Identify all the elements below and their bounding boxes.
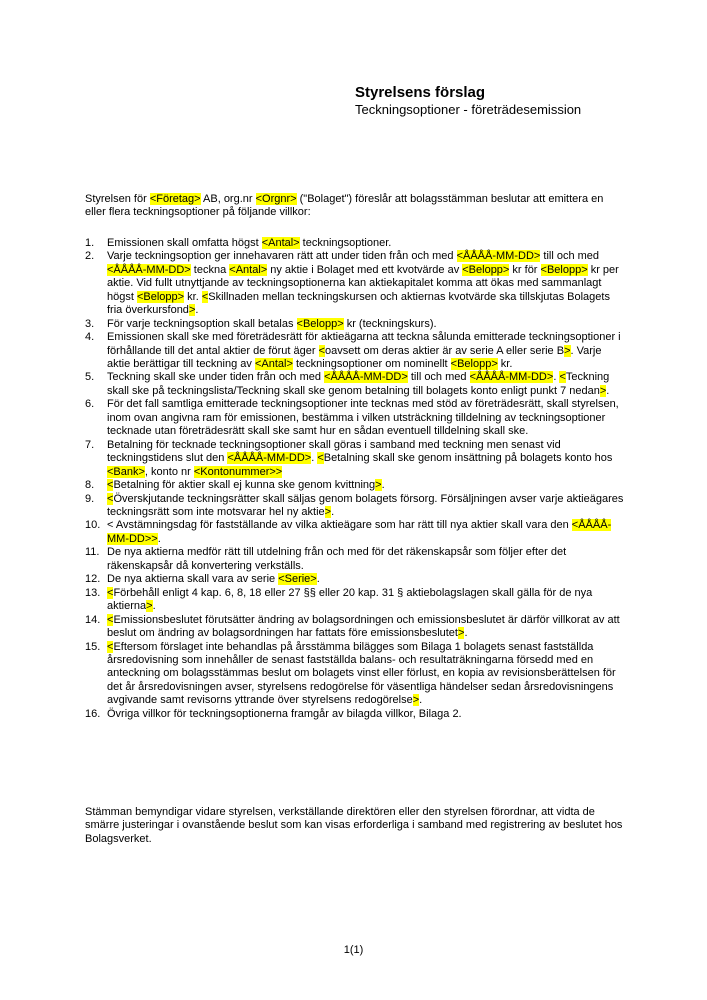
list-item-text bbox=[107, 439, 624, 479]
text-run: till och med bbox=[407, 371, 470, 384]
list-item-text bbox=[107, 573, 624, 586]
list-item bbox=[85, 519, 624, 546]
text-run: De nya aktierna skall vara av serie bbox=[107, 573, 279, 586]
placeholder-highlight: <Antal> bbox=[254, 357, 293, 370]
placeholder-highlight: <ÅÅÅÅ-MM-DD> bbox=[456, 250, 541, 263]
list-item-number: 13. bbox=[85, 586, 101, 599]
list-item-text bbox=[107, 587, 624, 614]
text-run: Överskjutande teckningsrätter skall säljas genom bolagets försorg. Försäljningen avser varje aktieägares teckningsrätt som inte motsvarar hel ny aktie bbox=[107, 492, 624, 518]
placeholder-highlight: <Bank> bbox=[107, 465, 145, 478]
list-item bbox=[85, 250, 624, 317]
placeholder-highlight: > bbox=[146, 600, 153, 613]
list-item-text bbox=[107, 479, 624, 492]
text-run: . bbox=[152, 600, 156, 613]
placeholder-highlight: <ÅÅÅÅ-MM-DD>> bbox=[107, 519, 612, 545]
list-item-text bbox=[107, 371, 624, 398]
terms-list bbox=[85, 237, 624, 721]
document-body bbox=[85, 193, 624, 721]
placeholder-highlight: <Belopp> bbox=[540, 263, 588, 276]
list-item bbox=[85, 479, 624, 492]
text-run: ("Bolaget") föreslår att bolagsstämman beslutar att emittera en eller flera teckningsoptioner på följande villkor: bbox=[85, 193, 604, 219]
text-run: teckningsoptioner. bbox=[299, 236, 392, 249]
placeholder-highlight: > bbox=[412, 694, 420, 707]
document-subtitle: Teckningsoptioner - företrädesemission bbox=[355, 102, 582, 117]
list-item-number: 8. bbox=[85, 479, 95, 492]
placeholder-highlight: <ÅÅÅÅ-MM-DD> bbox=[469, 371, 554, 384]
list-item-number: 15. bbox=[85, 640, 101, 653]
text-run: . bbox=[381, 479, 385, 492]
text-run: För varje teckningsoption skall betalas bbox=[107, 317, 297, 330]
placeholder-highlight: <Belopp> bbox=[136, 290, 185, 303]
list-item-text bbox=[107, 318, 624, 331]
text-run: . bbox=[316, 573, 320, 586]
list-item-number: 16. bbox=[85, 707, 101, 720]
list-item-number: 9. bbox=[85, 492, 95, 505]
list-item bbox=[85, 708, 624, 721]
text-run: . bbox=[311, 452, 318, 465]
text-run: AB, org.nr bbox=[200, 193, 256, 205]
text-run: För det fall samtliga emitterade teckningsoptioner inte tecknas med stöd av företrädesrätt, skall styrelsen, inom ovan angivna ram för emissionen, bestämma i vilken utsträckning tilldelning av teckningsoptioner tecknade utan företrädesrätt skall ske samt hur en sådan eventuell tilldelning skall ske. bbox=[107, 398, 619, 438]
list-item bbox=[85, 331, 624, 371]
list-item-number: 12. bbox=[85, 573, 101, 586]
intro-paragraph bbox=[85, 193, 624, 220]
page-number: 1(1) bbox=[343, 944, 364, 956]
text-run: . bbox=[419, 694, 423, 707]
placeholder-highlight: > bbox=[324, 505, 332, 518]
list-item bbox=[85, 493, 624, 520]
text-run: Emissionsbeslutet förutsätter ändring av bolagsordningen och emissionsbeslutet är därför villkorat av att beslut om ändring av bolagsordningen har fattats före emissionsbeslutet bbox=[107, 613, 620, 640]
placeholder-highlight: <Belopp> bbox=[462, 263, 510, 276]
placeholder-highlight: <ÅÅÅÅ-MM-DD> bbox=[227, 452, 312, 465]
text-run: . bbox=[195, 304, 199, 317]
list-item-number: 10. bbox=[85, 519, 101, 532]
list-item-number: 4. bbox=[85, 331, 95, 344]
list-item-number: 2. bbox=[85, 250, 95, 263]
text-run: teckna bbox=[190, 263, 230, 276]
text-run: Emissionen skall ske med företrädesrätt för aktieägarna att teckna sålunda emitterade teckningsoptioner i förhållande till det antal aktier de förut äger bbox=[107, 331, 621, 357]
text-run: Övriga villkor för teckningsoptionerna framgår av bilagda villkor, Bilaga 2. bbox=[107, 707, 462, 720]
list-item-text bbox=[107, 398, 624, 438]
text-run: Betalning skall ske genom insättning på bolagets konto hos bbox=[323, 452, 613, 465]
list-item bbox=[85, 439, 624, 479]
text-run: . bbox=[464, 627, 468, 640]
list-item-text bbox=[107, 493, 624, 520]
text-run: , konto nr bbox=[144, 465, 194, 478]
text-run: ny aktie i Bolaget med ett kvotvärde av bbox=[267, 263, 463, 276]
placeholder-highlight: < bbox=[318, 344, 326, 357]
list-item bbox=[85, 371, 624, 398]
text-run: . Varje aktie berättigar till teckning av bbox=[107, 344, 602, 370]
list-item-number: 6. bbox=[85, 398, 95, 411]
list-item-number: 5. bbox=[85, 371, 95, 384]
list-item-number: 7. bbox=[85, 438, 95, 451]
placeholder-highlight: > bbox=[458, 627, 465, 640]
list-item-text bbox=[107, 708, 624, 721]
placeholder-highlight: <ÅÅÅÅ-MM-DD> bbox=[324, 371, 408, 384]
list-item-text bbox=[107, 331, 624, 371]
text-run: . bbox=[553, 371, 560, 384]
text-run: Teckning skall ske under tiden från och med bbox=[107, 371, 325, 384]
placeholder-highlight: > bbox=[375, 479, 382, 492]
list-item-number: 1. bbox=[85, 236, 95, 249]
placeholder-highlight: < bbox=[201, 290, 209, 303]
list-item bbox=[85, 614, 624, 641]
text-run: Styrelsen för bbox=[85, 193, 150, 205]
placeholder-highlight: <Antal> bbox=[229, 263, 268, 276]
text-run: Eftersom förslaget inte behandlas på årsstämma bilägges som Bilaga 1 bolagets senast fastställda årsredovisning som innehåller de senast fastställda balans- och resultaträkningarna försedd med en anteckning om bolagsstämmas beslut om bolagets vinst eller förlust, en kopia av revisionsberättelsen för det år årsredovisningen avser, styrelsens redogörelse för väsentliga händelser sedan årsredovisningens avgivande samt revisorns yttrande över styrelsens redogörelse bbox=[107, 640, 616, 707]
placeholder-highlight: < bbox=[107, 640, 114, 653]
text-run: Emissionen skall omfatta högst bbox=[107, 236, 262, 249]
list-item-number: 11. bbox=[85, 546, 100, 559]
placeholder-highlight: <Företag> bbox=[149, 193, 201, 205]
text-run: Betalning för tecknade teckningsoptioner skall göras i samband med teckning men senast vid teckningstidens slut den bbox=[107, 438, 561, 465]
text-run: till och med bbox=[540, 250, 600, 263]
text-run: . bbox=[331, 505, 335, 518]
placeholder-highlight: < bbox=[559, 371, 566, 384]
text-run: Varje teckningsoption ger innehavaren rätt att under tiden från och med bbox=[107, 250, 457, 263]
text-run: < Avstämningsdag för fastställande av vilka aktieägare som har rätt till nya aktier skall vara den bbox=[107, 519, 572, 532]
placeholder-highlight: > bbox=[564, 344, 571, 357]
list-item bbox=[85, 641, 624, 708]
placeholder-highlight: < bbox=[107, 586, 114, 599]
list-item-text bbox=[107, 614, 624, 641]
text-run: teckningsoptioner om nominellt bbox=[292, 357, 451, 370]
placeholder-highlight: > bbox=[188, 304, 196, 317]
text-run: oavsett om deras aktier är av serie A eller serie B bbox=[325, 344, 565, 357]
list-item-text bbox=[107, 519, 624, 546]
text-run: Teckning skall ske på teckningslista/Teckning skall ske genom betalning till bolagets konto enligt punkt 7 nedan bbox=[107, 371, 610, 397]
text-run: kr. bbox=[497, 357, 513, 370]
text-run: kr per aktie. Vid fullt utnyttjande av teckningsoptionerna kan aktiekapitalet komma att ökas med sammanlagt högst bbox=[107, 263, 619, 303]
placeholder-highlight: <Antal> bbox=[261, 236, 300, 249]
closing-paragraph: Stämman bemyndigar vidare styrelsen, verkställande direktören eller den styrelsen förordnar, att vidta de smärre justeringar i ovanstående beslut som kan visas erforderliga i samband med registrering av beslutet hos Bolagsverket. bbox=[85, 806, 623, 845]
text-run: Skillnaden mellan teckningskursen och aktiernas kvotvärde ska tillskjutas Bolagets fria överkursfond bbox=[107, 290, 610, 317]
list-item bbox=[85, 546, 624, 573]
placeholder-highlight: < bbox=[107, 479, 114, 492]
document-header bbox=[355, 84, 685, 118]
text-run: . bbox=[606, 384, 610, 397]
placeholder-highlight: < bbox=[317, 452, 324, 465]
text-run: . bbox=[157, 532, 161, 545]
list-item-text bbox=[107, 546, 624, 573]
list-item bbox=[85, 318, 624, 331]
list-item bbox=[85, 237, 624, 250]
placeholder-highlight: < bbox=[107, 492, 114, 505]
list-item bbox=[85, 398, 624, 438]
text-run: kr (teckningskurs). bbox=[343, 317, 437, 330]
list-item-text bbox=[107, 237, 624, 250]
text-run: Förbehåll enligt 4 kap. 6, 8, 18 eller 27 §§ eller 20 kap. 31 § aktiebolagslagen skall gälla för de nya aktierna bbox=[107, 586, 593, 613]
document-title: Styrelsens förslag bbox=[355, 84, 486, 101]
text-run: Betalning för aktier skall ej kunna ske genom kvittning bbox=[113, 479, 376, 492]
placeholder-highlight: < bbox=[107, 613, 114, 626]
list-item bbox=[85, 587, 624, 614]
list-item-number: 14. bbox=[85, 613, 101, 626]
placeholder-highlight: <Belopp> bbox=[296, 317, 344, 330]
list-item bbox=[85, 573, 624, 586]
text-run: kr för bbox=[509, 263, 541, 276]
placeholder-highlight: > bbox=[599, 384, 607, 397]
list-item-text bbox=[107, 641, 624, 708]
placeholder-highlight: <ÅÅÅÅ-MM-DD> bbox=[107, 263, 191, 276]
placeholder-highlight: <Orgnr> bbox=[255, 193, 297, 205]
text-run: kr. bbox=[184, 290, 202, 303]
list-item-text bbox=[107, 250, 624, 317]
placeholder-highlight: <Kontonummer>> bbox=[193, 465, 283, 478]
list-item-number: 3. bbox=[85, 317, 95, 330]
text-run: De nya aktierna medför rätt till utdelning från och med för det räkenskapsår som följer efter det räkenskapsår då konvertering verkställs. bbox=[107, 546, 567, 572]
placeholder-highlight: <Serie> bbox=[278, 573, 317, 586]
placeholder-highlight: <Belopp> bbox=[450, 357, 498, 370]
